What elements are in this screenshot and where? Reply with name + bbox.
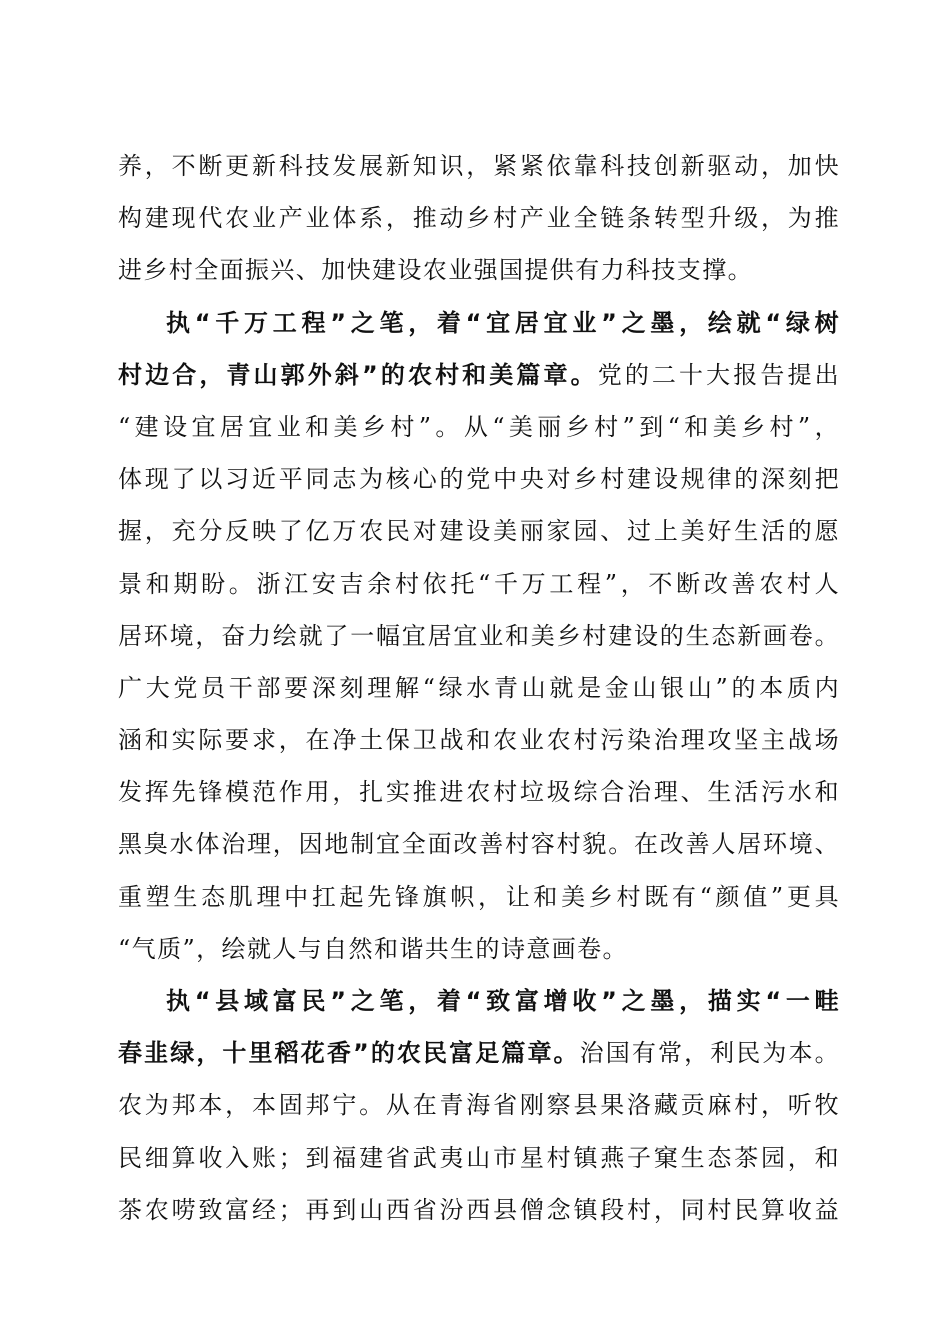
- text-segment: 养，不断更新科技发展新知识，紧紧依靠科技创新驱动，加快: [118, 152, 840, 180]
- text-line: [118, 871, 840, 923]
- text-segment: “建设宜居宜业和美乡村”。从“美丽乡村”到“和美乡村”，: [118, 412, 840, 441]
- text-line: [118, 610, 840, 662]
- text-segment: 重塑生态肌理中扛起先锋旗帜，让和美乡村既有“颜值”更具: [118, 882, 840, 911]
- text-line: [118, 140, 840, 192]
- text-segment: 治国有常，利民为本。: [579, 1039, 840, 1068]
- text-line: [118, 505, 840, 557]
- document-page: [118, 140, 840, 1236]
- text-segment: 茶农唠致富经；再到山西省汾西县僧念镇段村，同村民算收益: [118, 1195, 840, 1224]
- bold-heading-segment: 执“千万工程”之笔，着“宜居宜业”之墨，绘就“绿树: [166, 308, 840, 337]
- bold-heading-segment: 执“县域富民”之笔，着“致富增收”之墨，描实“一畦: [166, 987, 840, 1015]
- bold-heading-segment: 村边合，青山郭外斜”的农村和美篇章。: [118, 360, 598, 389]
- bold-heading-segment: 春韭绿，十里稻花香”的农民富足篇章。: [118, 1039, 580, 1068]
- text-line: [118, 923, 840, 975]
- text-segment: 居环境，奋力绘就了一幅宜居宜业和美乡村建设的生态新画卷。: [118, 621, 840, 650]
- text-segment: 发挥先锋模范作用，扎实推进农村垃圾综合治理、生活污水和: [118, 778, 840, 807]
- text-line: [118, 453, 840, 505]
- text-line: [118, 192, 840, 244]
- text-line: [118, 662, 840, 714]
- text-line: [118, 401, 840, 453]
- text-line: [118, 558, 840, 610]
- text-segment: 体现了以习近平同志为核心的党中央对乡村建设规律的深刻把: [118, 465, 840, 494]
- text-segment: 涵和实际要求，在净土保卫战和农业农村污染治理攻坚主战场: [118, 726, 840, 755]
- text-line: [118, 766, 840, 818]
- text-line: [118, 1132, 840, 1184]
- text-segment: 农为邦本，本固邦宁。从在青海省刚察县果洛藏贡麻村，听牧: [118, 1091, 840, 1120]
- text-line: [118, 1184, 840, 1236]
- text-segment: “气质”，绘就人与自然和谐共生的诗意画卷。: [118, 934, 628, 963]
- text-segment: 构建现代农业产业体系，推动乡村产业全链条转型升级，为推: [118, 204, 840, 233]
- text-line: [118, 714, 840, 766]
- text-segment: 黑臭水体治理，因地制宜全面改善村容村貌。在改善人居环境、: [118, 830, 840, 859]
- text-segment: 党的二十大报告提出: [597, 360, 840, 389]
- text-segment: 进乡村全面振兴、加快建设农业强国提供有力科技支撑。: [118, 256, 753, 285]
- paragraph-heading-line: [118, 975, 840, 1027]
- text-line: [118, 1027, 840, 1079]
- text-segment: 景和期盼。浙江安吉余村依托“千万工程”，不断改善农村人: [118, 569, 840, 598]
- text-segment: 民细算收入账；到福建省武夷山市星村镇燕子窠生态茶园，和: [118, 1143, 840, 1172]
- paragraph-heading-line: [118, 297, 840, 349]
- text-segment: 广大党员干部要深刻理解“绿水青山就是金山银山”的本质内: [118, 673, 840, 702]
- text-line: [118, 349, 840, 401]
- text-segment: 握，充分反映了亿万农民对建设美丽家园、过上美好生活的愿: [118, 517, 840, 546]
- text-line: [118, 818, 840, 870]
- text-line: [118, 1079, 840, 1131]
- text-line: [118, 244, 840, 296]
